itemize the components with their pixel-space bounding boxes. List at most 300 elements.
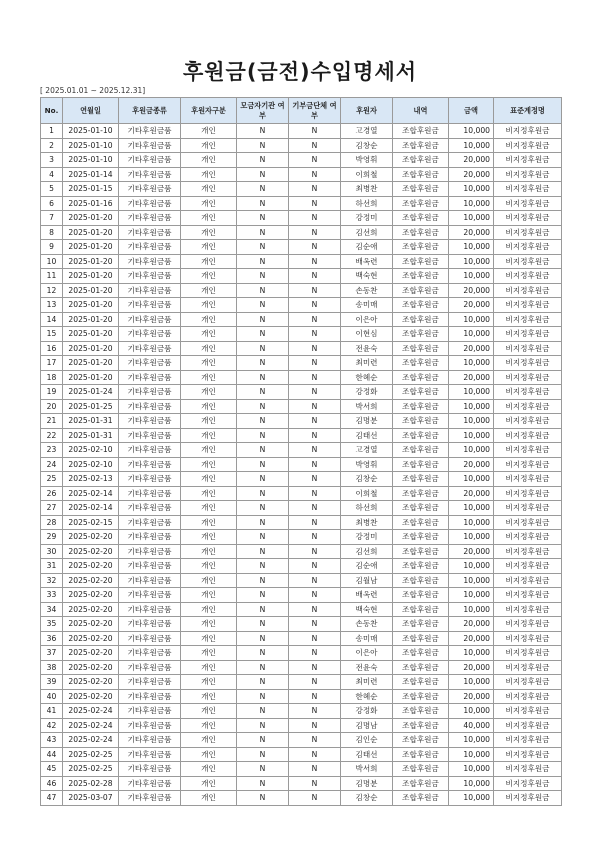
cell-fundraising-org: N <box>237 646 289 661</box>
cell-account-name: 비지정후원금 <box>494 414 562 429</box>
cell-fundraising-org: N <box>237 443 289 458</box>
cell-description: 조합후원금 <box>393 791 449 806</box>
cell-donation-org: N <box>289 718 341 733</box>
cell-donation-org: N <box>289 515 341 530</box>
cell-donation-org: N <box>289 602 341 617</box>
cell-description: 조합후원금 <box>393 631 449 646</box>
cell-donation-org: N <box>289 675 341 690</box>
cell-donor: 한혜순 <box>341 689 393 704</box>
table-row <box>41 298 562 313</box>
cell-date: 2025-01-20 <box>63 283 119 298</box>
table-row <box>41 776 562 791</box>
cell-date: 2025-01-14 <box>63 167 119 182</box>
cell-fundraising-org: N <box>237 414 289 429</box>
cell-donor-category: 개인 <box>181 312 237 327</box>
cell-amount: 20,000 <box>449 298 494 313</box>
cell-account-name: 비지정후원금 <box>494 791 562 806</box>
cell-donor-category: 개인 <box>181 138 237 153</box>
cell-date: 2025-02-10 <box>63 443 119 458</box>
cell-donor: 강정화 <box>341 704 393 719</box>
cell-donation-type: 기타후원금품 <box>119 399 181 414</box>
cell-account-name: 비지정후원금 <box>494 617 562 632</box>
cell-donation-org: N <box>289 544 341 559</box>
cell-date: 2025-01-10 <box>63 138 119 153</box>
cell-donor: 강정미 <box>341 530 393 545</box>
cell-date: 2025-01-20 <box>63 225 119 240</box>
table-row <box>41 689 562 704</box>
cell-donation-org: N <box>289 312 341 327</box>
cell-description: 조합후원금 <box>393 211 449 226</box>
cell-donation-org: N <box>289 124 341 139</box>
header-date: 연월일 <box>63 98 119 124</box>
cell-donation-org: N <box>289 501 341 516</box>
cell-no: 4 <box>41 167 63 182</box>
table-row <box>41 646 562 661</box>
table-row <box>41 602 562 617</box>
cell-donor: 강정미 <box>341 211 393 226</box>
table-row <box>41 660 562 675</box>
cell-donation-org: N <box>289 573 341 588</box>
cell-description: 조합후원금 <box>393 283 449 298</box>
cell-amount: 10,000 <box>449 602 494 617</box>
cell-amount: 10,000 <box>449 646 494 661</box>
header-donor-category: 후원자구분 <box>181 98 237 124</box>
cell-donor-category: 개인 <box>181 385 237 400</box>
cell-donation-type: 기타후원금품 <box>119 747 181 762</box>
cell-fundraising-org: N <box>237 617 289 632</box>
cell-donor: 백숙현 <box>341 269 393 284</box>
cell-donation-org: N <box>289 414 341 429</box>
cell-donation-org: N <box>289 660 341 675</box>
document-title: 후원금(금전)수입명세서 <box>182 60 418 84</box>
cell-donation-type: 기타후원금품 <box>119 443 181 458</box>
cell-date: 2025-01-20 <box>63 327 119 342</box>
cell-no: 29 <box>41 530 63 545</box>
cell-donor-category: 개인 <box>181 153 237 168</box>
cell-donation-org: N <box>289 617 341 632</box>
cell-account-name: 비지정후원금 <box>494 269 562 284</box>
cell-account-name: 비지정후원금 <box>494 138 562 153</box>
cell-date: 2025-02-20 <box>63 646 119 661</box>
table-row <box>41 733 562 748</box>
cell-no: 25 <box>41 472 63 487</box>
cell-donation-org: N <box>289 443 341 458</box>
cell-account-name: 비지정후원금 <box>494 283 562 298</box>
cell-donor: 김선희 <box>341 544 393 559</box>
table-row <box>41 675 562 690</box>
cell-donor: 강정화 <box>341 385 393 400</box>
cell-donation-type: 기타후원금품 <box>119 791 181 806</box>
cell-donation-org: N <box>289 776 341 791</box>
cell-donor: 최미련 <box>341 356 393 371</box>
table-row <box>41 486 562 501</box>
cell-amount: 10,000 <box>449 182 494 197</box>
cell-donor: 송미매 <box>341 298 393 313</box>
cell-fundraising-org: N <box>237 544 289 559</box>
cell-donation-org: N <box>289 225 341 240</box>
cell-donor-category: 개인 <box>181 254 237 269</box>
cell-description: 조합후원금 <box>393 138 449 153</box>
cell-donor-category: 개인 <box>181 530 237 545</box>
cell-donor-category: 개인 <box>181 399 237 414</box>
cell-donor: 김명분 <box>341 776 393 791</box>
cell-description: 조합후원금 <box>393 182 449 197</box>
cell-donation-org: N <box>289 704 341 719</box>
cell-date: 2025-01-20 <box>63 356 119 371</box>
cell-description: 조합후원금 <box>393 617 449 632</box>
cell-description: 조합후원금 <box>393 530 449 545</box>
cell-donation-type: 기타후원금품 <box>119 530 181 545</box>
cell-donor: 백숙현 <box>341 602 393 617</box>
cell-donation-org: N <box>289 747 341 762</box>
cell-donor: 최미련 <box>341 675 393 690</box>
cell-description: 조합후원금 <box>393 240 449 255</box>
cell-description: 조합후원금 <box>393 356 449 371</box>
cell-account-name: 비지정후원금 <box>494 327 562 342</box>
cell-amount: 10,000 <box>449 312 494 327</box>
cell-account-name: 비지정후원금 <box>494 428 562 443</box>
cell-account-name: 비지정후원금 <box>494 544 562 559</box>
cell-account-name: 비지정후원금 <box>494 718 562 733</box>
table-row <box>41 385 562 400</box>
cell-donation-type: 기타후원금품 <box>119 153 181 168</box>
cell-donor-category: 개인 <box>181 559 237 574</box>
cell-description: 조합후원금 <box>393 776 449 791</box>
cell-donor-category: 개인 <box>181 718 237 733</box>
cell-no: 31 <box>41 559 63 574</box>
cell-donation-type: 기타후원금품 <box>119 515 181 530</box>
table-row <box>41 211 562 226</box>
table-row <box>41 167 562 182</box>
cell-donor-category: 개인 <box>181 515 237 530</box>
cell-account-name: 비지정후원금 <box>494 646 562 661</box>
cell-amount: 20,000 <box>449 631 494 646</box>
cell-donation-type: 기타후원금품 <box>119 196 181 211</box>
cell-date: 2025-02-25 <box>63 747 119 762</box>
cell-date: 2025-02-20 <box>63 588 119 603</box>
cell-donor-category: 개인 <box>181 211 237 226</box>
table-row <box>41 515 562 530</box>
cell-donor-category: 개인 <box>181 327 237 342</box>
cell-description: 조합후원금 <box>393 515 449 530</box>
cell-no: 43 <box>41 733 63 748</box>
cell-account-name: 비지정후원금 <box>494 573 562 588</box>
table-row <box>41 341 562 356</box>
cell-no: 7 <box>41 211 63 226</box>
cell-donation-org: N <box>289 341 341 356</box>
cell-no: 36 <box>41 631 63 646</box>
table-header-row <box>41 98 562 124</box>
cell-date: 2025-02-15 <box>63 515 119 530</box>
cell-donor-category: 개인 <box>181 414 237 429</box>
cell-no: 2 <box>41 138 63 153</box>
cell-donor: 손동찬 <box>341 283 393 298</box>
cell-donation-type: 기타후원금품 <box>119 457 181 472</box>
cell-donor: 송미매 <box>341 631 393 646</box>
cell-donation-org: N <box>289 428 341 443</box>
cell-no: 30 <box>41 544 63 559</box>
cell-no: 33 <box>41 588 63 603</box>
cell-donation-type: 기타후원금품 <box>119 660 181 675</box>
cell-donor: 고경열 <box>341 443 393 458</box>
cell-no: 42 <box>41 718 63 733</box>
cell-fundraising-org: N <box>237 631 289 646</box>
cell-donation-org: N <box>289 356 341 371</box>
cell-donation-type: 기타후원금품 <box>119 254 181 269</box>
cell-donor-category: 개인 <box>181 660 237 675</box>
cell-donation-org: N <box>289 385 341 400</box>
cell-donor-category: 개인 <box>181 791 237 806</box>
cell-amount: 10,000 <box>449 762 494 777</box>
cell-date: 2025-01-20 <box>63 370 119 385</box>
cell-donor: 최병찬 <box>341 182 393 197</box>
cell-date: 2025-01-20 <box>63 254 119 269</box>
cell-donor: 박영휘 <box>341 153 393 168</box>
cell-donor-category: 개인 <box>181 501 237 516</box>
cell-no: 23 <box>41 443 63 458</box>
table-row <box>41 138 562 153</box>
cell-no: 13 <box>41 298 63 313</box>
cell-donor-category: 개인 <box>181 588 237 603</box>
cell-amount: 20,000 <box>449 370 494 385</box>
cell-fundraising-org: N <box>237 167 289 182</box>
cell-donation-type: 기타후원금품 <box>119 675 181 690</box>
table-body <box>41 124 562 806</box>
cell-description: 조합후원금 <box>393 660 449 675</box>
cell-account-name: 비지정후원금 <box>494 370 562 385</box>
cell-donation-type: 기타후원금품 <box>119 559 181 574</box>
table-row <box>41 225 562 240</box>
cell-fundraising-org: N <box>237 182 289 197</box>
cell-date: 2025-02-28 <box>63 776 119 791</box>
cell-account-name: 비지정후원금 <box>494 559 562 574</box>
header-donation-org: 기부금단체 여부 <box>289 98 341 124</box>
cell-date: 2025-01-10 <box>63 153 119 168</box>
cell-no: 27 <box>41 501 63 516</box>
cell-fundraising-org: N <box>237 776 289 791</box>
cell-fundraising-org: N <box>237 791 289 806</box>
cell-donor-category: 개인 <box>181 182 237 197</box>
cell-date: 2025-01-20 <box>63 269 119 284</box>
cell-fundraising-org: N <box>237 298 289 313</box>
cell-description: 조합후원금 <box>393 733 449 748</box>
cell-amount: 10,000 <box>449 573 494 588</box>
cell-date: 2025-02-24 <box>63 718 119 733</box>
cell-donation-type: 기타후원금품 <box>119 428 181 443</box>
cell-description: 조합후원금 <box>393 486 449 501</box>
cell-donor: 전윤숙 <box>341 341 393 356</box>
cell-donation-type: 기타후원금품 <box>119 573 181 588</box>
cell-donor-category: 개인 <box>181 747 237 762</box>
cell-date: 2025-02-10 <box>63 457 119 472</box>
table-row <box>41 312 562 327</box>
cell-donation-type: 기타후원금품 <box>119 356 181 371</box>
cell-no: 12 <box>41 283 63 298</box>
table-row <box>41 428 562 443</box>
cell-donor: 박영휘 <box>341 457 393 472</box>
cell-description: 조합후원금 <box>393 298 449 313</box>
cell-amount: 10,000 <box>449 588 494 603</box>
cell-donor: 이은아 <box>341 646 393 661</box>
cell-fundraising-org: N <box>237 327 289 342</box>
cell-amount: 10,000 <box>449 559 494 574</box>
cell-donor: 전윤숙 <box>341 660 393 675</box>
cell-no: 22 <box>41 428 63 443</box>
cell-donor: 하선희 <box>341 196 393 211</box>
cell-donor: 이희철 <box>341 167 393 182</box>
table-row <box>41 283 562 298</box>
cell-no: 41 <box>41 704 63 719</box>
cell-no: 5 <box>41 182 63 197</box>
cell-date: 2025-02-20 <box>63 573 119 588</box>
cell-donor-category: 개인 <box>181 762 237 777</box>
cell-account-name: 비지정후원금 <box>494 182 562 197</box>
cell-no: 26 <box>41 486 63 501</box>
cell-amount: 40,000 <box>449 718 494 733</box>
table-row <box>41 457 562 472</box>
cell-donation-type: 기타후원금품 <box>119 385 181 400</box>
cell-no: 9 <box>41 240 63 255</box>
cell-account-name: 비지정후원금 <box>494 443 562 458</box>
cell-donor: 김순애 <box>341 240 393 255</box>
cell-donor: 김월남 <box>341 573 393 588</box>
cell-donor-category: 개인 <box>181 704 237 719</box>
table-row <box>41 718 562 733</box>
cell-account-name: 비지정후원금 <box>494 167 562 182</box>
cell-account-name: 비지정후원금 <box>494 240 562 255</box>
cell-account-name: 비지정후원금 <box>494 515 562 530</box>
cell-amount: 20,000 <box>449 153 494 168</box>
cell-donor-category: 개인 <box>181 167 237 182</box>
cell-account-name: 비지정후원금 <box>494 675 562 690</box>
cell-fundraising-org: N <box>237 370 289 385</box>
cell-date: 2025-01-20 <box>63 211 119 226</box>
cell-amount: 10,000 <box>449 704 494 719</box>
cell-fundraising-org: N <box>237 341 289 356</box>
cell-amount: 10,000 <box>449 124 494 139</box>
cell-no: 37 <box>41 646 63 661</box>
table-row <box>41 588 562 603</box>
cell-no: 15 <box>41 327 63 342</box>
cell-donor: 김창순 <box>341 138 393 153</box>
cell-donor-category: 개인 <box>181 472 237 487</box>
cell-fundraising-org: N <box>237 733 289 748</box>
cell-account-name: 비지정후원금 <box>494 457 562 472</box>
table-row <box>41 617 562 632</box>
report-period: [ 2025.01.01 ~ 2025.12.31] <box>40 86 146 95</box>
table-row <box>41 704 562 719</box>
cell-date: 2025-02-20 <box>63 559 119 574</box>
cell-description: 조합후원금 <box>393 269 449 284</box>
cell-donor-category: 개인 <box>181 689 237 704</box>
cell-date: 2025-02-20 <box>63 675 119 690</box>
cell-description: 조합후원금 <box>393 341 449 356</box>
cell-donor-category: 개인 <box>181 646 237 661</box>
cell-amount: 10,000 <box>449 254 494 269</box>
cell-account-name: 비지정후원금 <box>494 762 562 777</box>
cell-donor-category: 개인 <box>181 486 237 501</box>
cell-no: 10 <box>41 254 63 269</box>
cell-donation-org: N <box>289 733 341 748</box>
table-row <box>41 182 562 197</box>
cell-donation-type: 기타후원금품 <box>119 414 181 429</box>
cell-fundraising-org: N <box>237 660 289 675</box>
cell-account-name: 비지정후원금 <box>494 356 562 371</box>
cell-no: 35 <box>41 617 63 632</box>
cell-no: 46 <box>41 776 63 791</box>
cell-donation-type: 기타후원금품 <box>119 602 181 617</box>
cell-donation-type: 기타후원금품 <box>119 472 181 487</box>
cell-description: 조합후원금 <box>393 225 449 240</box>
cell-donation-org: N <box>289 327 341 342</box>
cell-date: 2025-01-20 <box>63 312 119 327</box>
cell-amount: 10,000 <box>449 327 494 342</box>
cell-donor: 김창순 <box>341 472 393 487</box>
cell-donation-org: N <box>289 182 341 197</box>
table-row <box>41 791 562 806</box>
cell-description: 조합후원금 <box>393 718 449 733</box>
cell-date: 2025-02-25 <box>63 762 119 777</box>
cell-date: 2025-02-20 <box>63 544 119 559</box>
cell-donation-org: N <box>289 457 341 472</box>
cell-donor-category: 개인 <box>181 341 237 356</box>
cell-donor-category: 개인 <box>181 269 237 284</box>
cell-fundraising-org: N <box>237 762 289 777</box>
cell-donor-category: 개인 <box>181 370 237 385</box>
cell-fundraising-org: N <box>237 153 289 168</box>
cell-fundraising-org: N <box>237 196 289 211</box>
cell-description: 조합후원금 <box>393 385 449 400</box>
cell-account-name: 비지정후원금 <box>494 689 562 704</box>
cell-date: 2025-01-15 <box>63 182 119 197</box>
cell-account-name: 비지정후원금 <box>494 631 562 646</box>
cell-fundraising-org: N <box>237 240 289 255</box>
cell-donation-type: 기타후원금품 <box>119 617 181 632</box>
cell-fundraising-org: N <box>237 138 289 153</box>
cell-description: 조합후원금 <box>393 544 449 559</box>
cell-description: 조합후원금 <box>393 414 449 429</box>
cell-amount: 10,000 <box>449 501 494 516</box>
cell-no: 16 <box>41 341 63 356</box>
cell-donor-category: 개인 <box>181 356 237 371</box>
cell-no: 38 <box>41 660 63 675</box>
cell-no: 32 <box>41 573 63 588</box>
cell-fundraising-org: N <box>237 254 289 269</box>
cell-donation-type: 기타후원금품 <box>119 646 181 661</box>
cell-fundraising-org: N <box>237 225 289 240</box>
cell-donation-type: 기타후원금품 <box>119 298 181 313</box>
cell-fundraising-org: N <box>237 501 289 516</box>
cell-amount: 10,000 <box>449 530 494 545</box>
cell-no: 3 <box>41 153 63 168</box>
cell-fundraising-org: N <box>237 283 289 298</box>
cell-amount: 20,000 <box>449 225 494 240</box>
cell-date: 2025-01-20 <box>63 240 119 255</box>
cell-donor: 이희철 <box>341 486 393 501</box>
cell-donation-org: N <box>289 240 341 255</box>
table-row <box>41 370 562 385</box>
cell-description: 조합후원금 <box>393 747 449 762</box>
cell-amount: 10,000 <box>449 675 494 690</box>
cell-account-name: 비지정후원금 <box>494 254 562 269</box>
cell-donation-type: 기타후원금품 <box>119 631 181 646</box>
table-row <box>41 254 562 269</box>
cell-amount: 10,000 <box>449 211 494 226</box>
donation-income-table <box>40 97 562 806</box>
cell-account-name: 비지정후원금 <box>494 602 562 617</box>
cell-amount: 10,000 <box>449 196 494 211</box>
cell-fundraising-org: N <box>237 486 289 501</box>
